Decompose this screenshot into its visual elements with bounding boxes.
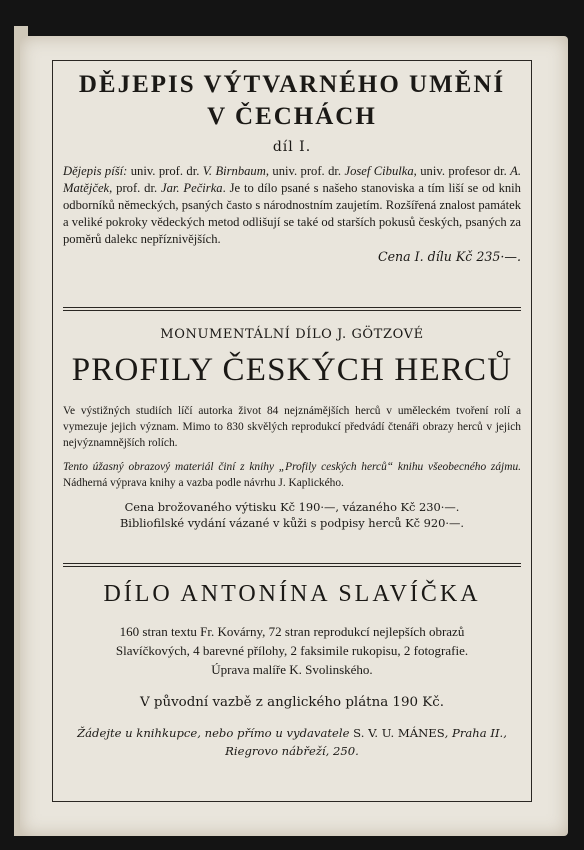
dejepis-part: díl I.	[272, 139, 312, 155]
section-dejepis	[63, 69, 521, 264]
dejepis-price: Cena I. dílu Kč 235·—.	[377, 249, 521, 264]
divider-2	[63, 563, 521, 567]
order-city: , Praha II.,	[444, 726, 507, 740]
text-c: , univ. profesor dr.	[413, 164, 511, 178]
intro-label: Dějepis píší:	[63, 164, 128, 178]
slavicek-line-3: Úprava malíře K. Svolinského.	[211, 662, 373, 677]
profily-price-2: Bibliofilské vydání vázané v kůži s podpisy herců Kč 920·—.	[119, 516, 465, 530]
dejepis-title-line1: DĚJEPIS VÝTVARNÉHO UMĚNÍ	[78, 71, 506, 98]
order-text: Žádejte u knihkupce, nebo přímo u vydavatele	[77, 726, 354, 740]
profily-description: Ve výstižných studiích líčí autorka život 84 nejznámějších herců v uměleckém tvoření rolí a vymezuje jejich význam. Mimo to 830 skvělých reprodukcí předvádí čtenáři obrazy herců v jejich nejvýznamnějších rolích.	[63, 405, 521, 449]
section-slavicek	[63, 581, 521, 760]
profily-note	[63, 459, 521, 491]
dejepis-title-line2: V ČECHÁCH	[207, 103, 377, 130]
author-birnbaum: V. Birnbaum	[202, 164, 266, 178]
author-matejcek: A. Matějček	[63, 164, 521, 195]
dejepis-description	[63, 163, 521, 248]
author-cibulka: Josef Cibulka	[344, 164, 414, 178]
section-profily	[63, 327, 521, 531]
slavicek-line-2: Slavíčkových, 4 barevné přílohy, 2 faksimile rukopisu, 2 fotografie.	[115, 643, 469, 658]
slavicek-binding: V původní vazbě z anglického plátna 190 Kč.	[139, 695, 445, 710]
order-line-1	[63, 724, 521, 742]
profily-note-tail: Nádherná výprava knihy a vazba podle návrhu J. Kaplického.	[63, 477, 344, 489]
text-b: , univ. prof. dr.	[265, 164, 345, 178]
advertisement-page	[52, 60, 532, 802]
profily-note-italic: Tento úžasný obrazový materiál činí z knihy „Profily ceských herců“ knihu všeobecného zájmu.	[63, 461, 521, 473]
slavicek-title: DÍLO ANTONÍNA SLAVÍČKA	[103, 581, 481, 607]
profily-price-1: Cena brožovaného výtisku Kč 190·—, vázaného Kč 230·—.	[124, 500, 460, 514]
author-pecirka: Jar. Pečirka	[161, 181, 223, 195]
text-a: univ. prof. dr.	[127, 164, 203, 178]
profily-title: PROFILY ČESKÝCH HERCŮ	[71, 352, 513, 388]
publisher-name: S. V. U. MÁNES	[353, 726, 445, 740]
text-d: , prof. dr.	[109, 181, 162, 195]
order-line-2: Riegrovo nábřeží, 250.	[225, 744, 359, 758]
divider-1	[63, 307, 521, 311]
profily-heading: MONUMENTÁLNÍ DÍLO J. GÖTZOVÉ	[160, 327, 424, 342]
slavicek-line-1: 160 stran textu Fr. Kovárny, 72 stran reprodukcí nejlepších obrazů	[119, 624, 465, 639]
text-e: . Je to dílo psané s našeho stanoviska a tím liší se od knih odborníků německých, psaných často s národnostním zaujetím. Rozšířená znalost památek a veliké pokroky vědeckých metod odlišují se také od starších pokusů českých, psaných za poměrů dalekc nepříznivějších.	[63, 181, 521, 246]
